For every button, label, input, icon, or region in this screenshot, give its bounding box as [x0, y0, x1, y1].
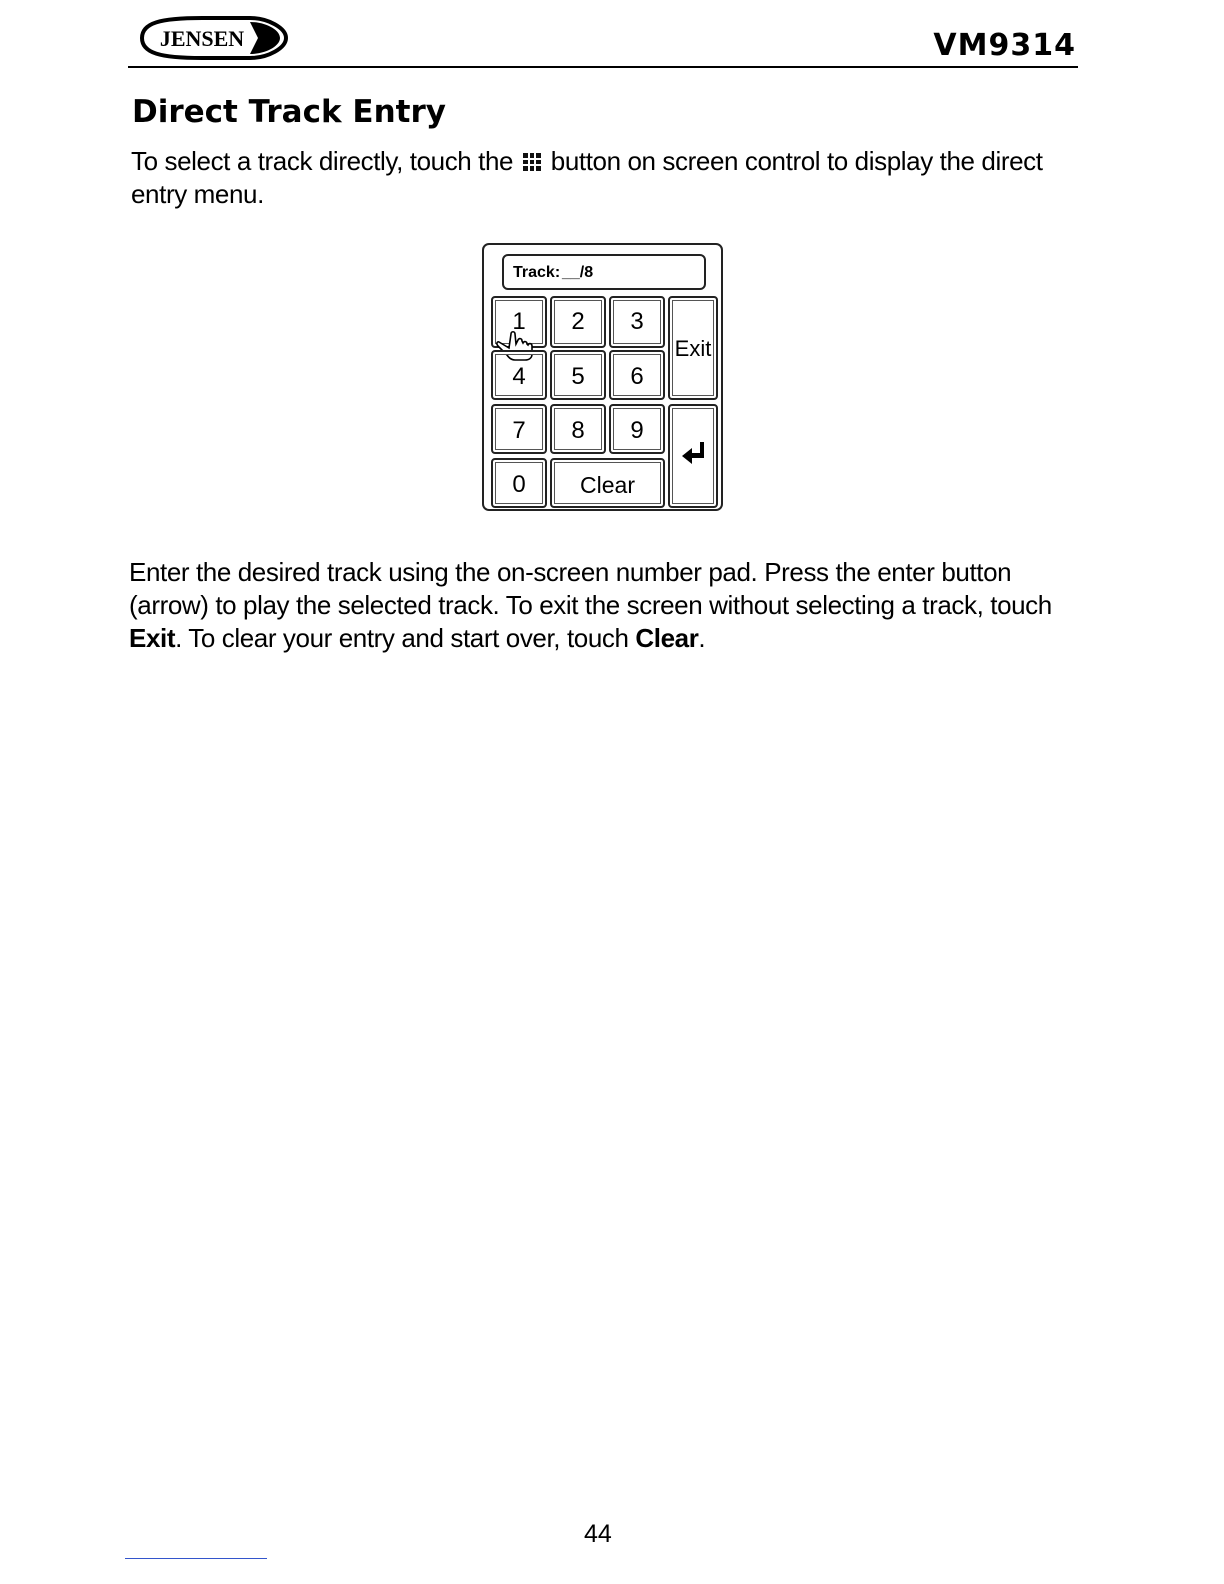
- key-8[interactable]: [550, 404, 606, 454]
- enter-arrow-icon: [680, 438, 710, 470]
- key-9[interactable]: [609, 404, 665, 454]
- key-1-label: 1: [512, 308, 526, 335]
- exit-button[interactable]: [668, 296, 718, 400]
- exit-button-label: Exit: [674, 336, 712, 361]
- key-0[interactable]: [491, 458, 547, 508]
- jensen-logo: [132, 14, 288, 62]
- intro-text-end: button on screen control to display the direct entry menu.: [131, 146, 1043, 209]
- intro-text-start: To select a track directly, touch the: [131, 146, 514, 176]
- exit-term: Exit: [129, 623, 176, 653]
- track-display: [502, 254, 706, 290]
- key-8-label: 8: [571, 417, 585, 444]
- key-7[interactable]: [491, 404, 547, 454]
- key-1[interactable]: [491, 296, 547, 348]
- instructions-text-2: . To clear your entry and start over, touch: [175, 623, 636, 653]
- instructions-text-3: .: [698, 623, 706, 653]
- key-0-label: 0: [512, 471, 526, 498]
- page-header: [128, 10, 1078, 68]
- track-display-label: Track:: [513, 264, 561, 281]
- key-2[interactable]: [550, 296, 606, 348]
- instructions-text-1: Enter the desired track using the on-screen number pad. Press the enter button (arrow) to play the selected track. To exit the screen without selecting a track, touch: [129, 557, 1052, 620]
- intro-paragraph: [131, 145, 1091, 211]
- key-4[interactable]: [491, 350, 547, 400]
- clear-button-label: Clear: [580, 472, 635, 498]
- clear-term: Clear: [635, 623, 699, 653]
- page-number: 44: [584, 1520, 612, 1548]
- clear-button[interactable]: [550, 458, 665, 508]
- instructions-paragraph: [129, 556, 1089, 655]
- key-3-label: 3: [630, 308, 644, 335]
- enter-button[interactable]: [668, 404, 718, 508]
- footer-rule: [125, 1558, 267, 1559]
- model-number: VM9314: [933, 28, 1076, 63]
- key-2-label: 2: [571, 308, 585, 335]
- key-7-label: 7: [512, 417, 526, 444]
- key-6-label: 6: [630, 363, 644, 390]
- key-5-label: 5: [571, 363, 585, 390]
- key-6[interactable]: [609, 350, 665, 400]
- key-5[interactable]: [550, 350, 606, 400]
- section-title: Direct Track Entry: [132, 94, 446, 130]
- key-3[interactable]: [609, 296, 665, 348]
- svg-text:JENSEN: JENSEN: [159, 26, 245, 51]
- key-9-label: 9: [630, 417, 644, 444]
- key-4-label: 4: [512, 363, 526, 390]
- direct-entry-keypad: [482, 243, 723, 511]
- track-display-value: __/8: [562, 264, 594, 281]
- keypad-grid-icon: [523, 153, 541, 171]
